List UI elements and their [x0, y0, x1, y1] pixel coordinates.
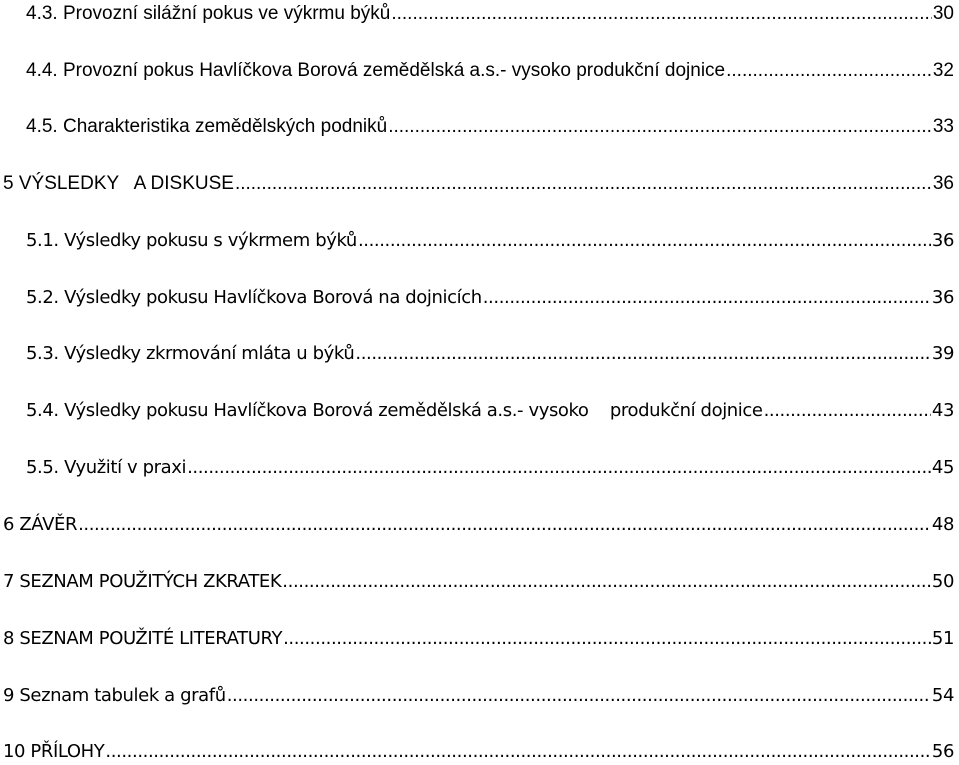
toc-leader-dots — [187, 456, 931, 480]
toc-leader-dots — [358, 229, 931, 253]
toc-entry-page: 45 — [931, 457, 954, 478]
toc-entry[interactable] — [26, 59, 954, 83]
toc-entry-page: 48 — [931, 514, 954, 535]
toc-entry-title: 7 SEZNAM POUŽITÝCH ZKRATEK — [3, 571, 282, 592]
toc-entry-page: 30 — [932, 3, 954, 24]
toc-leader-dots — [388, 115, 932, 139]
toc-entry-title: 5.3. Výsledky zkrmování mláta u býků — [26, 343, 355, 364]
toc-leader-dots — [764, 399, 931, 423]
toc-entry-page: 32 — [932, 60, 954, 81]
toc-entry[interactable] — [26, 456, 954, 480]
toc-entry[interactable] — [3, 740, 954, 764]
toc-leader-dots — [355, 342, 931, 366]
toc-entry-title: 5.5. Využití v praxi — [26, 457, 187, 478]
toc-entry-title: 5.4. Výsledky pokusu Havlíčkova Borová zemědělská a.s.- vysoko produkční dojnice — [26, 400, 763, 421]
toc-entry-title: 9 Seznam tabulek a grafů — [3, 685, 226, 706]
toc-entry-page: 43 — [931, 400, 954, 421]
toc-entry[interactable] — [26, 229, 954, 253]
toc-leader-dots — [235, 172, 932, 196]
toc-entry[interactable] — [3, 172, 954, 196]
toc-entry[interactable] — [26, 286, 954, 310]
toc-entry-page: 54 — [931, 685, 954, 706]
toc-leader-dots — [391, 2, 932, 26]
toc-entry-page: 36 — [932, 173, 954, 194]
toc-entry-page: 39 — [931, 343, 954, 364]
toc-entry-page: 33 — [932, 116, 954, 137]
toc-entry-title: 8 SEZNAM POUŽITÉ LITERATURY — [3, 628, 283, 649]
toc-entry-page: 56 — [931, 741, 954, 762]
toc-leader-dots — [283, 627, 931, 651]
toc-entry-title: 5.2. Výsledky pokusu Havlíčkova Borová na dojnicích — [26, 287, 482, 308]
toc-entry-title: 4.5. Charakteristika zemědělských podniků — [26, 116, 388, 137]
toc-entry[interactable] — [26, 399, 954, 423]
toc-entry-title: 5.1. Výsledky pokusu s výkrmem býků — [26, 230, 357, 251]
toc-leader-dots — [282, 570, 931, 594]
toc-entry[interactable] — [3, 570, 954, 594]
toc-leader-dots — [227, 684, 931, 708]
toc-leader-dots — [78, 513, 931, 537]
toc-entry[interactable] — [26, 115, 954, 139]
toc-entry-page: 51 — [931, 628, 954, 649]
toc-leader-dots — [483, 286, 931, 310]
toc-entry-title: 10 PŘÍLOHY — [3, 741, 105, 762]
toc-entry-title: 6 ZÁVĚR — [3, 514, 78, 535]
toc-entry-page: 36 — [931, 287, 954, 308]
toc-entry-title: 4.3. Provozní silážní pokus ve výkrmu býků — [26, 3, 391, 24]
toc-entry-title: 4.4. Provozní pokus Havlíčkova Borová zemědělská a.s.- vysoko produkční dojnice — [26, 60, 726, 81]
toc-leader-dots — [105, 740, 931, 764]
toc-entry[interactable] — [3, 513, 954, 537]
toc-leader-dots — [726, 59, 932, 83]
toc-entry-title: 5 VÝSLEDKY A DISKUSE — [3, 173, 234, 194]
toc-entry[interactable] — [26, 2, 954, 26]
toc-entry[interactable] — [3, 684, 954, 708]
toc-entry[interactable] — [3, 627, 954, 651]
toc-entry-page: 50 — [931, 571, 954, 592]
toc-entry[interactable] — [26, 342, 954, 366]
toc-entry-page: 36 — [931, 230, 954, 251]
